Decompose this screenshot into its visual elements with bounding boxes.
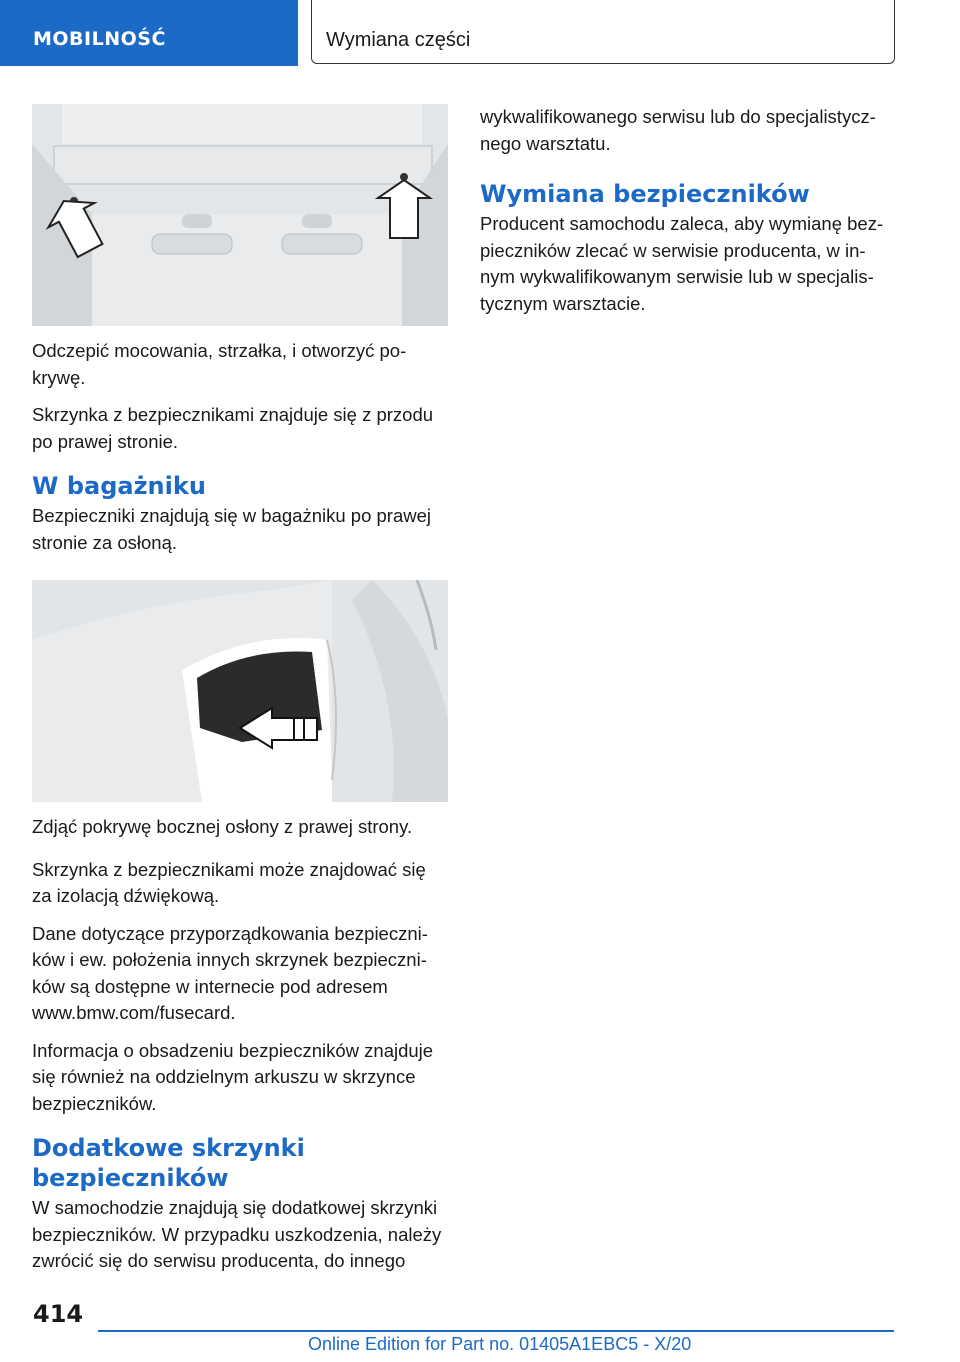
- paragraph: W samochodzie znajdują się dodatkowej skrzynki bezpieczników. W przypadku uszkodzenia, należy zwrócić się do serwisu producenta, do innego: [32, 1197, 442, 1271]
- heading-fuse-replacement: Wymiana bezpieczników: [480, 180, 810, 208]
- left-column: [32, 104, 450, 1286]
- paragraph: Bezpieczniki znajdują się w bagażniku po prawej stronie za osłoną.: [32, 505, 432, 553]
- figure-caption: Zdjąć pokrywę bocznej osłony z prawej strony.: [32, 816, 413, 837]
- paragraph: Informacja o obsadzeniu bezpieczników znajduje się również na oddzielnym arkuszu w skrzynce bezpieczników.: [32, 1039, 434, 1114]
- paragraph: Skrzynka z bezpiecznikami znajduje się z przodu po prawej stronie.: [32, 404, 434, 452]
- side-panel-illustration: [32, 580, 448, 802]
- footer-divider: [98, 1330, 894, 1332]
- page-number: 414: [33, 1300, 84, 1328]
- heading-extra-fuse-boxes: Dodatkowe skrzynki bezpieczników: [32, 1134, 305, 1192]
- heading-trunk: W bagażniku: [32, 472, 206, 500]
- paragraph: Skrzynka z bezpiecznikami może znajdować się za izolacją dźwiękową.: [32, 858, 426, 906]
- section-tab: MOBILNOŚĆ: [0, 0, 298, 66]
- paragraph: wykwalifikowanego serwisu lub do specjalistycz-nego warsztatu.: [480, 106, 876, 154]
- paragraph: Dane dotyczące przyporządkowania bezpieczni-ków i ew. położenia innych skrzynek bezpieczni-ków są dostępne w internecie pod adresem www.bmw.com/fusecard.: [32, 922, 428, 1023]
- cover-clips-illustration: [32, 104, 448, 326]
- figure-cover-clips: [32, 104, 448, 326]
- paragraph: Producent samochodu zaleca, aby wymianę bez-pieczników zlecać w serwisie producenta, w in-nym wykwalifikowanym serwisie lub w specjalis-tycznym warsztacie.: [480, 213, 884, 314]
- figure-side-panel: [32, 580, 448, 802]
- chapter-title: Wymiana części: [311, 0, 895, 64]
- figure-caption: Odczepić mocowania, strzałka, i otworzyć po-krywę.: [32, 340, 407, 388]
- edition-note: Online Edition for Part no. 01405A1EBC5 - X/20: [308, 1334, 692, 1354]
- right-column: [480, 104, 898, 328]
